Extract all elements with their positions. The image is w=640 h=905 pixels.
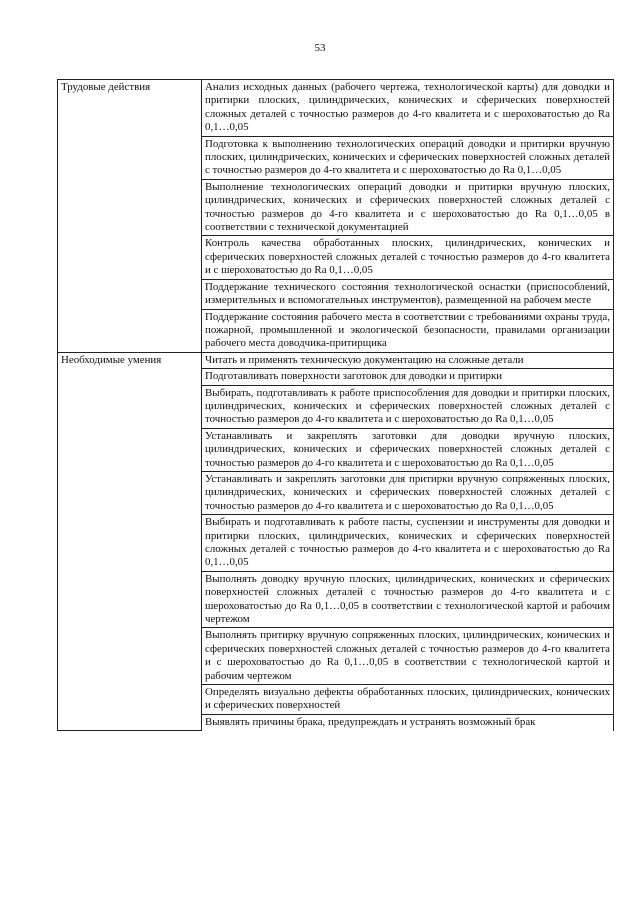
table-cell: Подготавливать поверхности заготовок для доводки и притирки — [202, 369, 614, 385]
table-cell: Выполнять притирку вручную сопряженных плоских, цилиндрических, конических и сферических поверхностей сложных деталей с точностью размеров до 4-го квалитета и с шероховатостью до Ra 0,1…0,05 в соответствии с технологической картой и рабочим чертежом — [202, 628, 614, 685]
table-cell: Выбирать, подготавливать к работе приспособления для доводки и притирки плоских, цилиндрических, конических и сферических поверхностей сложных деталей с точностью размеров до 4-го квалитета и с шероховатостью до Ra 0,1…0,05 — [202, 385, 614, 428]
table-cell: Анализ исходных данных (рабочего чертежа, технологической карты) для доводки и притирки плоских, цилиндрических, конических и сферических поверхностей сложных деталей с точностью размеров до 4-го квалитета и с шероховатостью до Ra 0,1…0,05 — [202, 80, 614, 137]
table-cell: Поддержание состояния рабочего места в соответствии с требованиями охраны труда, пожарной, промышленной и экологической безопасности, правилами организации рабочего места доводчика-притирщика — [202, 309, 614, 352]
table-cell: Выявлять причины брака, предупреждать и устранять возможный брак — [202, 714, 614, 731]
table-row — [58, 80, 614, 137]
table-cell: Поддержание технического состояния технологической оснастки (приспособлений, измерительных и вспомогательных инструментов), размещенной на рабочем месте — [202, 279, 614, 309]
table-cell: Выполнять доводку вручную плоских, цилиндрических, конических и сферических поверхностей сложных деталей с точностью размеров до 4-го квалитета и с шероховатостью до Ra 0,1…0,05 в соответствии с технологической картой и рабочим чертежом — [202, 571, 614, 628]
section-heading-required-skills: Необходимые умения — [58, 352, 202, 731]
table-cell: Подготовка к выполнению технологических операций доводки и притирки вручную плоских, цилиндрических, конических и сферических поверхностей сложных деталей с точностью размеров до 4-го квалитета и с шероховатостью до Ra 0,1…0,05 — [202, 136, 614, 179]
table-cell: Устанавливать и закреплять заготовки для притирки вручную сопряженных плоских, цилиндрических, конических и сферических поверхностей сложных деталей с точностью размеров до 4-го квалитета и с шероховатостью до Ra 0,1…0,05 — [202, 471, 614, 514]
table-cell: Устанавливать и закреплять заготовки для доводки вручную плоских, цилиндрических, конических и сферических поверхностей сложных деталей с точностью размеров до 4-го квалитета и с шероховатостью до Ra 0,1…0,05 — [202, 428, 614, 471]
table-cell: Выбирать и подготавливать к работе пасты, суспензии и инструменты для доводки и притирки плоских, цилиндрических, конических и сферических поверхностей сложных деталей с точностью размеров до 4-го квалитета и с шероховатостью до Ra 0,1…0,05 — [202, 515, 614, 572]
table-cell: Контроль качества обработанных плоских, цилиндрических, конических и сферических поверхностей сложных деталей с точностью размеров до 4-го квалитета и с шероховатостью до Ra 0,1…0,05 — [202, 236, 614, 279]
table-cell: Читать и применять техническую документацию на сложные детали — [202, 352, 614, 368]
section-heading-labor-actions: Трудовые действия — [58, 80, 202, 353]
table-cell: Определять визуально дефекты обработанных плоских, цилиндрических, конических и сферических поверхностей — [202, 685, 614, 715]
table-row — [58, 352, 614, 368]
table-cell: Выполнение технологических операций доводки и притирки вручную плоских, цилиндрических, конических и сферических поверхностей сложных деталей с точностью размеров до 4-го квалитета и с шероховатостью до Ra 0,1…0,05 в соответствии с технической документацией — [202, 179, 614, 236]
page-number: 53 — [314, 42, 326, 54]
competency-table — [57, 79, 614, 731]
